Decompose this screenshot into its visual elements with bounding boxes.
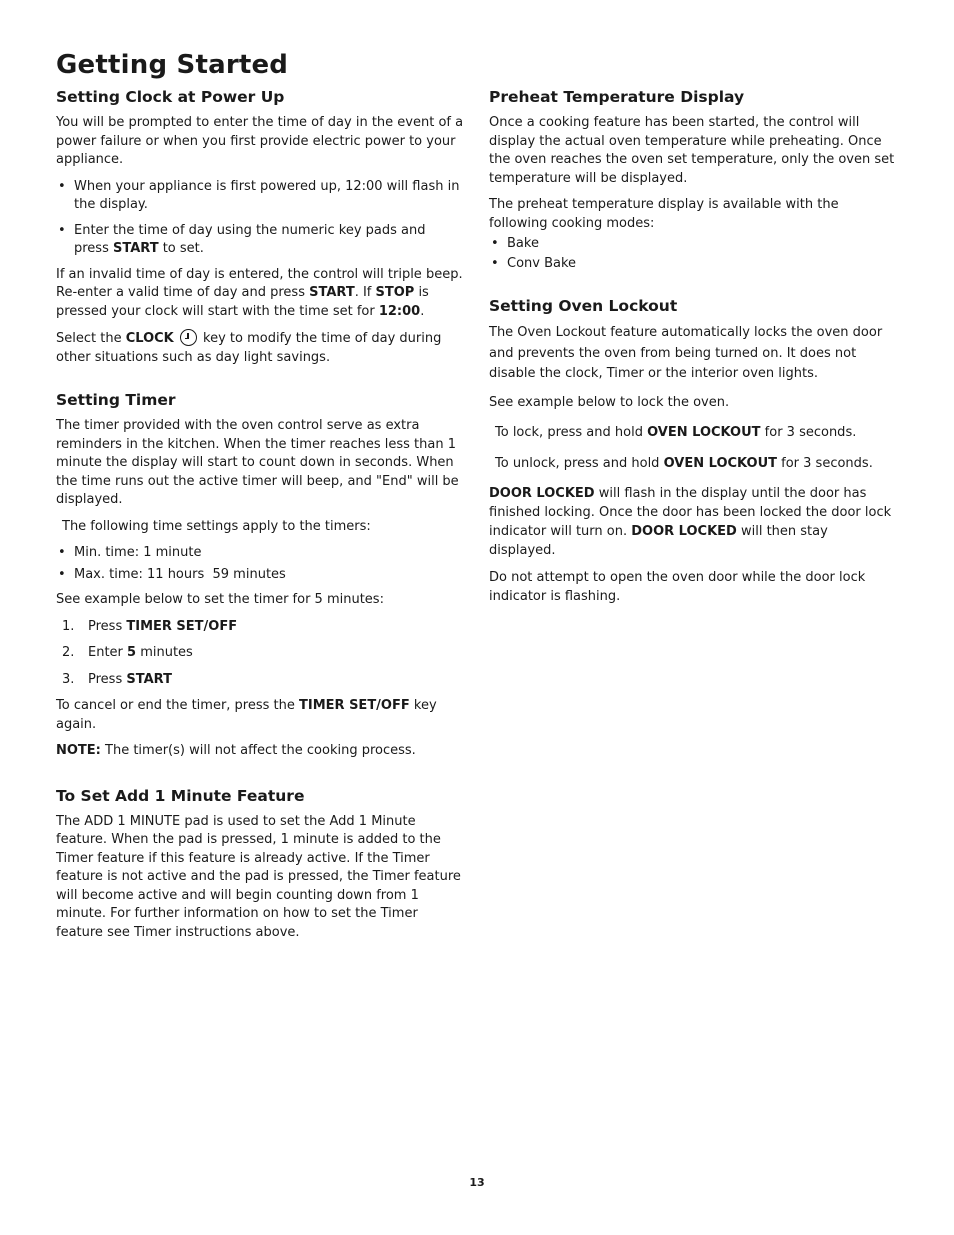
preheat-text-1: Once a cooking feature has been started, the control will display the actual oven temperature while preheating. Once the oven reaches the oven set temperature, only the oven set temperature will be displayed. — [489, 115, 895, 186]
lockout-lock-instruction: To lock, press and hold OVEN LOCKOUT for 3 seconds. — [495, 425, 857, 440]
preheat-text-2: The preheat temperature display is available with the following cooking modes: — [489, 197, 839, 231]
lockout-warning: Do not attempt to open the oven door while the door lock indicator is flashing. — [489, 570, 866, 604]
page-number: 13 — [469, 1176, 485, 1189]
timer-heading: Setting Timer — [56, 391, 176, 409]
preheat-mode-conv-bake: • Conv Bake — [489, 255, 897, 274]
right-column — [489, 86, 897, 614]
lockout-section — [489, 295, 897, 606]
timer-settings-intro: The following time settings apply to the timers: — [62, 518, 371, 534]
add-minute-text: The ADD 1 MINUTE pad is used to set the Add 1 Minute feature. When the pad is pressed, 1 minute is added to the Timer feature if this feature is already active. If the Timer feature is not active and the pad is pressed, the Timer feature will become active and will begin counting down from 1 minute. For further information on how to set the Timer feature see Timer instructions above. — [56, 813, 461, 940]
lockout-example: See example below to lock the oven. — [489, 394, 730, 410]
clock-heading: Setting Clock at Power Up — [56, 88, 285, 106]
lockout-heading: Setting Oven Lockout — [489, 297, 678, 315]
add-minute-section — [56, 785, 464, 943]
preheat-mode-bake: • Bake — [489, 235, 897, 254]
preheat-heading: Preheat Temperature Display — [489, 88, 745, 106]
clock-bullet-enter-time: • Enter the time of day using the numeric key pads and press START to set. — [56, 222, 464, 259]
clock-section — [56, 86, 464, 367]
clock-intro: You will be prompted to enter the time of day in the event of a power failure or when you first provide electric power to your appliance. — [56, 115, 464, 167]
lockout-unlock-instruction: To unlock, press and hold OVEN LOCKOUT for 3 seconds. — [495, 455, 873, 471]
timer-bullet-max: • Max. time: 11 hours 59 minutes — [56, 566, 464, 585]
clock-bullet-power-up: • When your appliance is first powered up, 12:00 will flash in the display. — [56, 178, 464, 215]
clock-invalid-time: If an invalid time of day is entered, the control will triple beep. Re-enter a valid time of day and press START. If STOP is pressed your clock will start with the time set for 12:00. — [56, 266, 463, 319]
timer-note: NOTE: The timer(s) will not affect the cooking process. — [56, 743, 416, 758]
timer-intro: The timer provided with the oven control serve as extra reminders in the kitchen. When the timer reaches less than 1 minute the display will start to count down in seconds. When the time runs out the active timer will beep, and "End" will be displayed. — [56, 418, 459, 507]
timer-section — [56, 389, 464, 761]
left-column — [56, 86, 464, 950]
timer-example-intro: See example below to set the timer for 5 minutes: — [56, 592, 384, 607]
lockout-door-locked: DOOR LOCKED will flash in the display until the door has finished locking. Once the door has been locked the door lock indicator will turn on. DOOR LOCKED will then stay displayed. — [489, 486, 892, 558]
page-title: Getting Started — [56, 50, 289, 80]
timer-cancel: To cancel or end the timer, press the TIMER SET/OFF key again. — [56, 698, 437, 732]
lockout-intro: The Oven Lockout feature automatically locks the oven door and prevents the oven from being turned on. It does not disable the clock, Timer or the interior oven lights. — [489, 325, 883, 381]
timer-bullet-min: • Min. time: 1 minute — [56, 544, 464, 563]
preheat-section — [489, 86, 897, 273]
add-minute-heading: To Set Add 1 Minute Feature — [56, 786, 305, 805]
clock-icon — [180, 329, 197, 346]
clock-select-key: Select the CLOCK key to modify the time of day during other situations such as day light savings. — [56, 331, 442, 365]
timer-step-2: 2. Enter 5 minutes — [62, 645, 193, 660]
timer-step-3: 3. Press START — [62, 671, 172, 687]
timer-step-1: 1. Press TIMER SET/OFF — [62, 618, 238, 634]
